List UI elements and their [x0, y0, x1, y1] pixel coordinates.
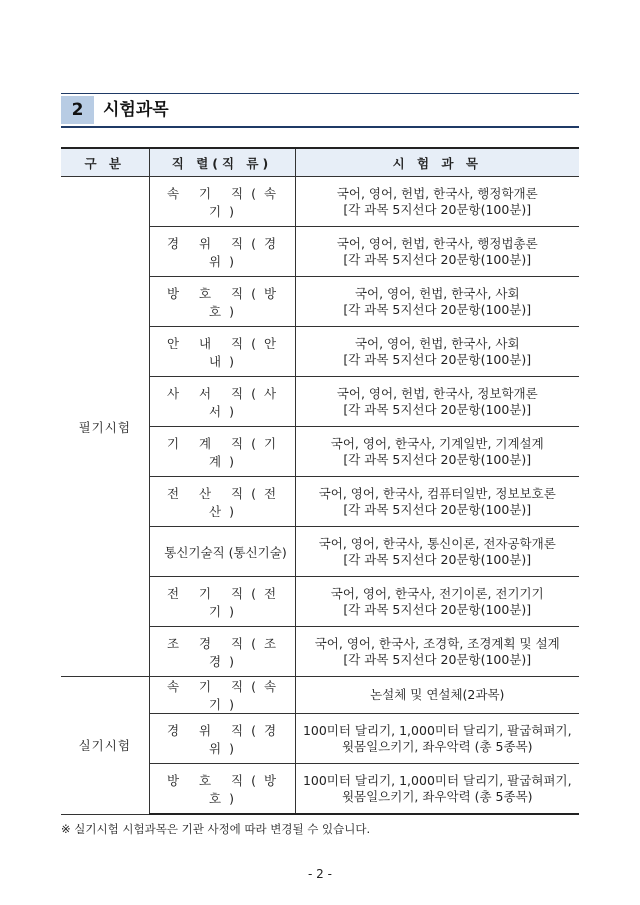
exam-subjects-table: [61, 147, 579, 815]
section-title: 시험과목: [103, 100, 169, 120]
subjects-cell: 국어, 영어, 헌법, 한국사, 행정학개론 [각 과목 5지선다 20문항(100분)]: [295, 177, 579, 227]
position-cell: 경 위 직(경 위): [149, 227, 295, 277]
position-cell: 사 서 직(사 서): [149, 377, 295, 427]
subjects-cell: 국어, 영어, 헌법, 한국사, 사회 [각 과목 5지선다 20문항(100분)]: [295, 277, 579, 327]
section-number: 2: [61, 96, 94, 124]
subjects-cell: 국어, 영어, 한국사, 기계일반, 기계설계 [각 과목 5지선다 20문항(100분)]: [295, 427, 579, 477]
position-cell: 통신기술직 (통신기술): [149, 527, 295, 577]
table-header-row: [61, 148, 579, 177]
subjects-cell: 100미터 달리기, 1,000미터 달리기, 팔굽혀펴기, 윗몸일으키기, 좌우악력 (총 5종목): [295, 764, 579, 815]
subjects-cell: 국어, 영어, 한국사, 통신이론, 전자공학개론 [각 과목 5지선다 20문항(100분)]: [295, 527, 579, 577]
position-cell: 전 기 직(전 기): [149, 577, 295, 627]
position-cell: 전 산 직(전 산): [149, 477, 295, 527]
subjects-cell: 국어, 영어, 헌법, 한국사, 사회 [각 과목 5지선다 20문항(100분)]: [295, 327, 579, 377]
subjects-cell: 논설체 및 연설체(2과목): [295, 677, 579, 714]
subjects-cell: 100미터 달리기, 1,000미터 달리기, 팔굽혀펴기, 윗몸일으키기, 좌우악력 (총 5종목): [295, 714, 579, 764]
table-row: [61, 677, 579, 714]
footnote: ※ 실기시험 시험과목은 기관 사정에 따라 변경될 수 있습니다.: [61, 822, 371, 836]
subjects-cell: 국어, 영어, 헌법, 한국사, 정보학개론 [각 과목 5지선다 20문항(100분)]: [295, 377, 579, 427]
category-written: 필기시험: [61, 177, 149, 677]
position-cell: 안 내 직(안 내): [149, 327, 295, 377]
position-cell: 속 기 직(속 기): [149, 177, 295, 227]
subjects-cell: 국어, 영어, 한국사, 컴퓨터일반, 정보보호론 [각 과목 5지선다 20문항(100분)]: [295, 477, 579, 527]
position-cell: 방 호 직(방 호): [149, 277, 295, 327]
subjects-cell: 국어, 영어, 한국사, 조경학, 조경계획 및 설계 [각 과목 5지선다 20문항(100분)]: [295, 627, 579, 677]
position-cell: 조 경 직(조 경): [149, 627, 295, 677]
position-cell: 경 위 직(경 위): [149, 714, 295, 764]
header-subjects: 시 험 과 목: [295, 148, 579, 177]
category-practical: 실기시험: [61, 677, 149, 815]
table-row: [61, 177, 579, 227]
section-header: [61, 93, 579, 128]
position-cell: 방 호 직(방 호): [149, 764, 295, 815]
header-position: 직 렬(직 류): [149, 148, 295, 177]
header-category: 구 분: [61, 148, 149, 177]
position-cell: 속 기 직(속 기): [149, 677, 295, 714]
position-cell: 기 계 직(기 계): [149, 427, 295, 477]
subjects-cell: 국어, 영어, 헌법, 한국사, 행정법총론 [각 과목 5지선다 20문항(100분)]: [295, 227, 579, 277]
page-number: - 2 -: [308, 867, 332, 881]
subjects-cell: 국어, 영어, 한국사, 전기이론, 전기기기 [각 과목 5지선다 20문항(100분)]: [295, 577, 579, 627]
